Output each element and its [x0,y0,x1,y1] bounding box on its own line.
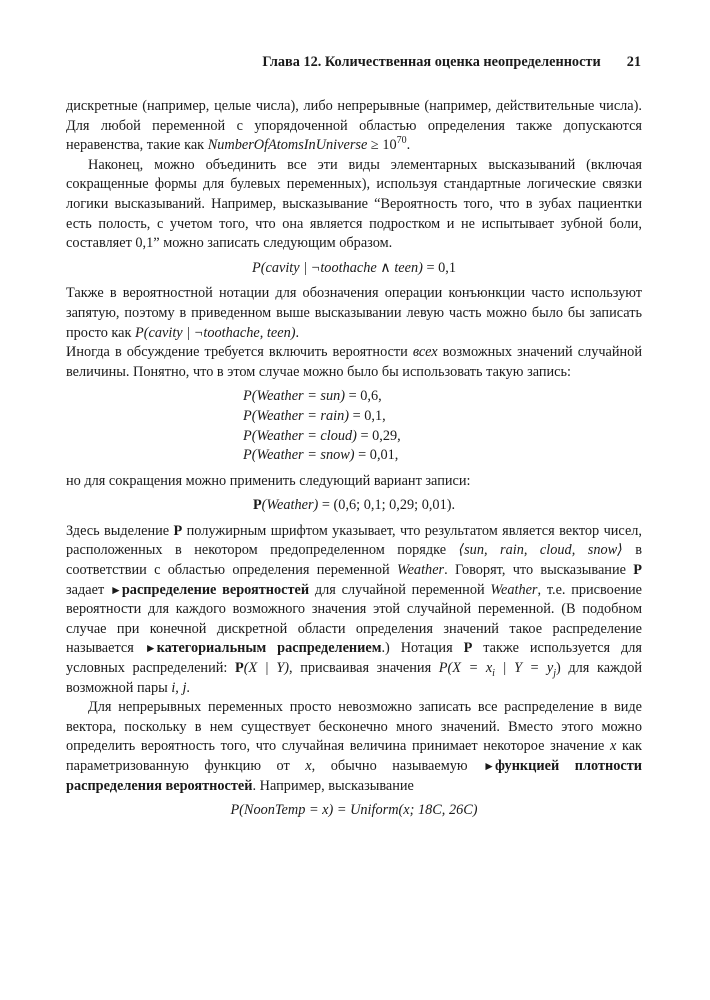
formula-cavity-lhs: P(cavity | ¬toothache ∧ teen) [251,259,423,276]
weather-formula [243,407,642,427]
conjunction-expression: P(cavity | ¬toothache, teen) [135,324,296,341]
key-term: категориальным распределением [156,640,382,657]
paragraph-6 [66,522,642,698]
chapter-title: Глава 12. Количественная оценка неопределенности [262,54,601,70]
weather-formula-lhs: P(Weather = cloud) [243,427,357,444]
page-body [66,97,642,827]
margin-arrow-icon: ► [109,582,122,597]
bold-p: P [252,497,262,514]
variable-name: Weather [490,581,538,598]
key-term: распределение вероятностей [121,581,310,598]
subscript: i [492,667,495,679]
bold-p: P [633,562,642,579]
weather-formula-lhs: P(Weather = rain) [243,407,350,424]
variable-x: x [305,758,312,774]
text: .) Нотация [381,640,464,657]
variable-x: x [609,738,617,755]
text: для случайной переменной [309,581,491,598]
text: . Говорят, что высказывание [444,562,634,579]
weather-formula-rhs: = 0,6, [345,388,382,405]
conditional-expression: (X | Y) [243,660,290,677]
paragraph-3 [66,284,642,343]
formula-uniform [66,801,642,821]
text: , обычно называемую [311,758,484,774]
text: . [186,679,190,696]
weather-formula-rhs: = 0,29, [356,427,401,444]
page-number: 21 [626,54,641,70]
paragraph-1-end: . [406,137,411,154]
conditional-value: P(X = x [438,660,493,677]
paragraph-4 [66,343,642,382]
text: . Например, высказывание [252,777,414,794]
exponent: 70 [396,135,407,147]
text: в соответствии с областью определения переменной [66,542,642,579]
formula-uniform-text: P(NoonTemp = x) = Uniform(x; 18C, 26C) [230,802,478,819]
formula-distribution-rhs: = (0,6; 0,1; 0,29; 0,01). [318,497,456,514]
weather-formula-lhs: P(Weather = snow) [243,447,355,464]
margin-arrow-icon: ► [483,759,496,773]
text: , т.е. присвоение вероятности для каждого возможного значения этой случайной переменной. (В подобном случае при конечной дискретной области определения значений такое распределение называется [66,581,642,657]
inequality: ≥ 10 [367,137,397,154]
variable-name: Weather [396,562,445,579]
paragraph-4-text: Иногда в обсуждение требуется включить вероятности [66,344,413,361]
text: Здесь выделение [66,522,174,539]
text: , присваивая значения [289,660,439,677]
index-pair: i, j [171,679,187,696]
weather-formula [243,446,642,466]
weather-formula-list [243,387,642,465]
subscript: j [553,667,557,679]
paragraph-2: Наконец, можно объединить все эти виды элементарных высказываний (включая сокращенные формы для булевых переменных), используя стандартные логические связки логики высказываний. Например, высказывание “Вероятность того, что в зубах пациентки есть полость, с учетом того, что она является подростком и не испытывает зубной боли, составляет 0,1” можно записать следующим образом. [66,156,642,252]
formula-distribution-arg: (Weather) [261,497,319,514]
bold-p: P [463,640,473,657]
formula-distribution [66,496,642,516]
text: для каждой возможной пары [66,660,642,696]
formula-cavity-rhs: = 0,1 [422,259,456,276]
conditional-value: | Y = y [494,660,554,677]
value-sequence: ⟨sun, rain, cloud, snow⟩ [458,542,623,559]
text: Для непрерывных переменных просто невозможно записать все распределение в виде вектора, поскольку в нем существует бесконечно много значений. Вместо этого можно определить вероятность того, что случайная величина принимает некоторое значение [66,699,642,755]
bold-p: P [173,522,183,539]
text: также используется для условных распределений: [66,640,642,677]
bold-conditional: P [234,660,244,677]
key-term: функцией плотности распределения вероятностей [66,758,642,794]
weather-formula [243,427,642,447]
paragraph-4-text-end: возможных значений случайной величины. Понятно, что в этом случае можно было бы использовать такую запись: [66,344,642,380]
text: полужирным шрифтом указывает, что результатом является вектор чисел, расположенных в некотором предопределенном порядке [66,522,642,559]
margin-arrow-icon: ► [144,641,157,656]
running-header [0,53,641,73]
paragraph-1 [66,97,642,156]
paragraph-7 [66,698,642,796]
formula-cavity [66,259,642,279]
variable-name: NumberOfAtomsInUniverse [207,137,368,154]
paragraph-1-text: дискретные (например, целые числа), либо непрерывные (например, действительные числа). Для любой переменной с упорядоченной областью определения также допускаются неравенства, такие как [66,98,642,154]
text: задает [66,581,110,598]
weather-formula [243,387,642,407]
weather-formula-rhs: = 0,1, [349,407,386,424]
text: ) [556,660,561,677]
paragraph-3-end: . [295,324,300,341]
weather-formula-rhs: = 0,01, [354,447,399,464]
weather-formula-lhs: P(Weather = sun) [243,388,346,405]
text: как параметризованную функцию от [66,738,642,774]
paragraph-5: но для сокращения можно применить следующий вариант записи: [66,472,471,489]
emphasis: всех [412,344,438,361]
paragraph-3-text: Также в вероятностной нотации для обозначения операции конъюнкции часто используют запятую, поэтому в приведенном выше высказывании левую часть можно было бы записать просто как [66,285,642,341]
